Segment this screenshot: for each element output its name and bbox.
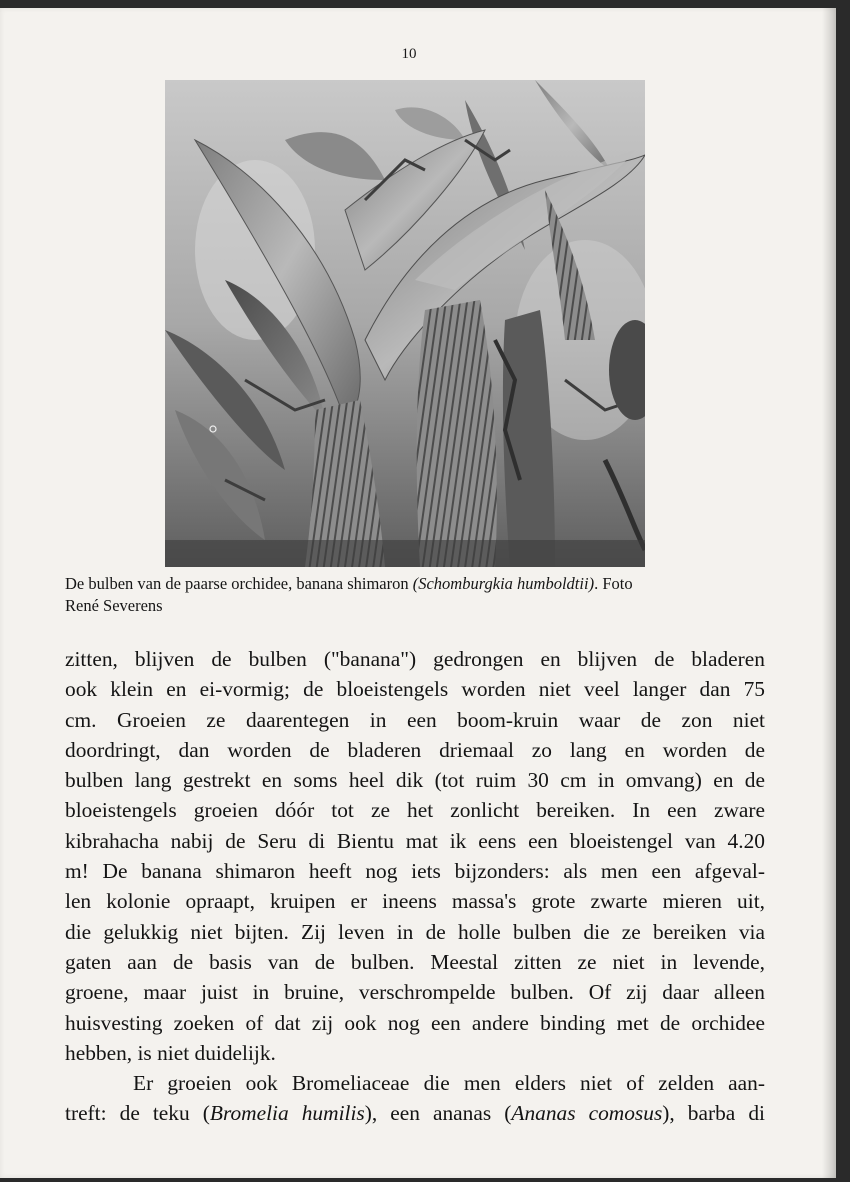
caption-text: De bulben van de paarse orchidee, banana shimaron [65, 574, 413, 593]
body-line: m! De banana shimaron heeft nog iets bijzonders: als men een afgeval- [65, 859, 765, 884]
body-line: len kolonie opraapt, kruipen er ineens massa's grote zwarte mieren uit, [65, 889, 765, 914]
body-line: kibrahacha nabij de Seru di Bientu mat ik eens een bloeistengel van 4.20 [65, 828, 765, 853]
orchid-photo [165, 80, 645, 567]
caption-credit: René Severens [65, 596, 163, 615]
body-line [65, 1098, 765, 1128]
body-text [65, 644, 765, 1129]
body-line: bulben lang gestrekt en soms heel dik (tot ruim 30 cm in omvang) en de [65, 768, 765, 793]
species-name: Bromelia humilis [209, 1101, 365, 1126]
body-line: bloeistengels groeien dóór tot ze het zonlicht bereiken. In een zware [65, 798, 765, 823]
text-fragment: ), barba di [662, 1101, 765, 1126]
body-line: groene, maar juist in bruine, verschrompelde bulben. Of zij daar alleen [65, 980, 765, 1005]
body-line: gaten aan de basis van de bulben. Meestal zitten ze niet in levende, [65, 949, 765, 974]
document-page [0, 8, 836, 1178]
body-line: die gelukkig niet bijten. Zij leven in de holle bulben die ze bereiken via [65, 919, 765, 944]
body-line: huisvesting zoeken of dat zij ook nog een andere binding met de orchidee [65, 1010, 765, 1035]
caption-species: (Schomburgkia humboldtii) [412, 574, 595, 593]
body-line: zitten, blijven de bulben ("banana") gedrongen en blijven de bladeren [65, 647, 765, 671]
caption-text-end: . Foto [594, 574, 633, 593]
body-line: doordringt, dan worden de bladeren driemaal zo lang en worden de [65, 737, 765, 762]
body-line-paragraph-start: Er groeien ook Bromeliaceae die men elders niet of zelden aan- [133, 1071, 765, 1096]
page-edge-shadow [822, 8, 836, 1178]
page-number: 10 [401, 46, 417, 62]
body-line: hebben, is niet duidelijk. [65, 1040, 276, 1065]
body-line: ook klein en ei-vormig; de bloeistengels worden niet veel langer dan 75 [65, 677, 765, 702]
photo-caption [65, 573, 765, 617]
species-name: Ananas comosus [511, 1101, 663, 1126]
text-fragment: ), een ananas ( [364, 1101, 512, 1126]
text-fragment: treft: de teku ( [65, 1101, 210, 1126]
body-line: cm. Groeien ze daarentegen in een boom-kruin waar de zon niet [65, 707, 765, 732]
